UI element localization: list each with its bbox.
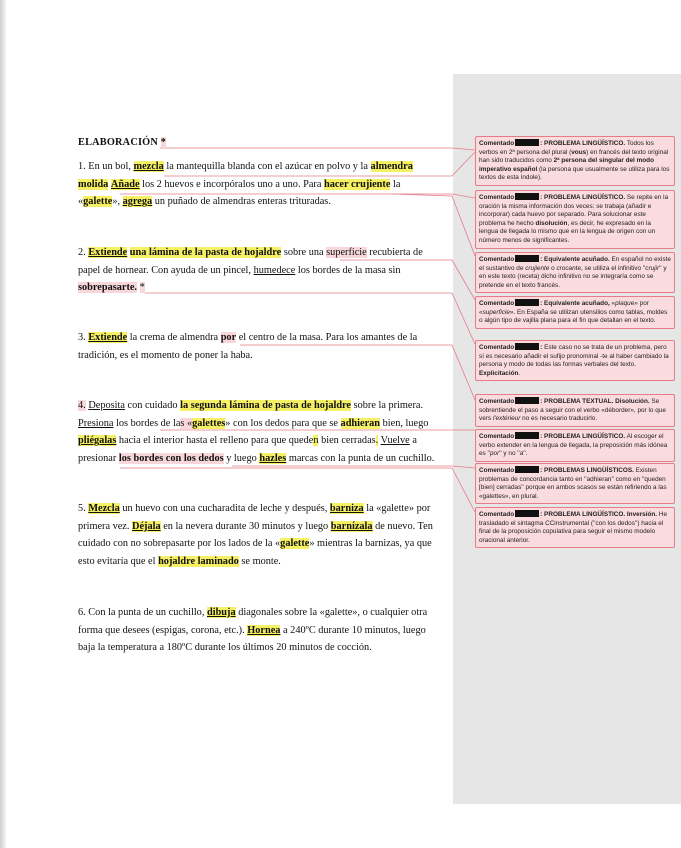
comment-5[interactable]	[475, 340, 675, 381]
verb-extiende[interactable]: Extiende	[88, 247, 128, 258]
step-5-text-f: se monte.	[241, 555, 281, 567]
comment-text: '' y no ''	[499, 450, 520, 458]
redacted-name	[515, 510, 539, 517]
step-4-text-h: a presionar	[78, 435, 417, 464]
comment-author: Comentado	[479, 467, 515, 474]
step-5-number: 5.	[78, 503, 86, 514]
verb-barniza[interactable]: barniza	[329, 503, 364, 514]
comment-marker[interactable]: *	[160, 137, 167, 148]
comment-title: : PROBLEMA LINGÜÍSTICO.	[540, 140, 626, 147]
step-2-text-b: recubierta de papel de hornear. Con ayuda de un pincel,	[78, 247, 423, 276]
comment-text: , se utiliza el infinitivo ''	[581, 264, 646, 272]
comment-title: :	[540, 344, 543, 351]
comment-text-italic: crujir	[645, 264, 660, 272]
step-5-text-d: de nuevo. Ten cuidado con no sobrepasarte por los lados de la «	[78, 520, 433, 550]
comment-text: Se sobrentiende el paso a seguir con el verbo «déborder», por lo que vers	[479, 398, 666, 423]
verb-hazles[interactable]: hazles	[259, 452, 287, 464]
comment-text-bold: 2ª persona del singular del modo imperativo español	[479, 157, 654, 173]
comment-3[interactable]	[475, 252, 675, 293]
comment-author: Comentado	[479, 300, 515, 307]
step-4-text-b: sobre la primera.	[353, 400, 424, 411]
step-5-text-e: » mientras la barnizas, ya que esto evitaría que el	[78, 538, 432, 567]
step-1-text-c: la «	[78, 178, 401, 208]
step-4-text-d: » con los dedos para que se	[225, 417, 338, 429]
step-4-text-e: bien, luego	[382, 417, 429, 429]
word-sobrepasarte[interactable]: sobrepasarte.	[78, 282, 138, 294]
comment-1[interactable]	[475, 136, 675, 186]
phrase-almendra-molida[interactable]: almendra molida	[78, 161, 413, 190]
comment-text: .	[518, 369, 521, 377]
verb-dibuja[interactable]: dibuja	[206, 607, 236, 618]
comment-9[interactable]	[475, 507, 675, 548]
step-4-text-f: hacia el interior hasta el relleno para que quede	[118, 435, 314, 447]
comment-author: Comentado	[479, 398, 515, 405]
redacted-name	[515, 255, 539, 262]
step-4-text-i: y luego	[226, 452, 257, 464]
comment-text: ''.	[523, 450, 528, 458]
word-por[interactable]: por	[220, 332, 237, 343]
step-4-number: 4.	[78, 400, 86, 411]
comment-4[interactable]	[475, 296, 675, 329]
step-1	[78, 158, 438, 211]
comment-text-italic: crocante	[556, 264, 581, 272]
redacted-name	[515, 343, 539, 350]
comment-text: ». En España se utilizan utensilios como tablas, moldes o algún tipo de vajilla plana para el fin que detallan en el texto.	[479, 308, 668, 325]
comment-text: Se repite en la oración la misma información dos veces: se trabaja (añadir e incorporar) cada huevo por separado. Para solucionar este problema he hecho	[479, 194, 669, 227]
verb-dejala[interactable]: Déjala	[132, 520, 161, 532]
comment-text: o	[551, 264, 555, 272]
step-6-text-a: 6. Con la punta de un cuchillo,	[78, 607, 205, 618]
redacted-name	[515, 466, 539, 473]
verb-humedece[interactable]: humedece	[253, 264, 296, 276]
phrase-hojaldre-laminado[interactable]: hojaldre laminado	[158, 555, 239, 567]
comment-text: Existen problemas de concordancia tanto en ''adhieran'' como en ''queden [bien] cerradas'' porque en ambos scasos se están refiriendo a las «galettes», en plural.	[479, 467, 667, 500]
verb-anade[interactable]: Añade	[110, 178, 140, 190]
step-5-text-a: un huevo con una cucharadita de leche y después,	[122, 503, 328, 514]
plural-s[interactable]: s «	[180, 417, 193, 429]
step-3-text-a: la crema de almendra	[129, 332, 219, 343]
verb-extiende-2[interactable]: Extiende	[88, 332, 128, 343]
phrase-segunda-lamina[interactable]: la segunda lámina de pasta de hojaldre	[180, 400, 352, 411]
comment-author: Comentado	[479, 511, 515, 518]
comment-7[interactable]	[475, 429, 675, 462]
comment-8[interactable]	[475, 463, 675, 504]
page-edge-shadow	[0, 0, 6, 848]
step-2	[78, 244, 438, 297]
comment-text: (la persona que usualmente se utiliza para los textos de esta índole).	[479, 165, 670, 182]
verb-barnizala[interactable]: barnízala	[330, 520, 373, 532]
comment-title: : PROBLEMAS LINGÜÍSTICOS.	[540, 467, 634, 474]
section-heading	[78, 134, 438, 152]
phrase-lamina-hojaldre[interactable]: una lámina de la pasta de hojaldre	[129, 247, 282, 258]
verb-deposita[interactable]: Deposita	[88, 400, 125, 411]
comment-text: ) en francés del texto original han sido traducidos como	[479, 148, 669, 165]
step-3-text-b: el centro de la masa. Para los amantes de la tradición, es el momento de poner la haba.	[78, 332, 418, 361]
verb-agrega[interactable]: agrega	[122, 196, 153, 208]
step-1-text-e: un puñado de almendras enteras trituradas.	[154, 196, 331, 208]
step-6	[78, 604, 438, 657]
step-5-text-c: en la nevera durante 30 minutos y luego	[163, 520, 329, 532]
comment-author: Comentado	[479, 140, 515, 147]
step-4-text-c: los bordes de la	[116, 417, 181, 429]
verb-mezcla[interactable]: mezcla	[133, 161, 164, 172]
heading-text: ELABORACIÓN	[78, 137, 159, 148]
comment-author: Comentado	[479, 256, 515, 263]
step-4-text-j: marcas con la punta de un cuchillo.	[288, 452, 435, 464]
comment-2[interactable]	[475, 190, 675, 249]
step-1-text-d: »,	[112, 196, 121, 208]
phrase-bordes-dedos[interactable]: los bordes con los dedos	[118, 452, 224, 464]
verb-vuelve[interactable]: Vuelve	[380, 435, 410, 447]
comment-title: : PROBLEMA LINGÜÍSTICO. Inversión.	[540, 511, 658, 518]
step-2-text-c: los bordes de la masa sin	[297, 264, 401, 276]
comment-text: Al escoger el verbo extender en la lengua de llegada, la preposición más idónea es ''	[479, 433, 668, 458]
word-galettes[interactable]: galettes	[192, 417, 226, 429]
redacted-name	[515, 193, 539, 200]
comment-title: : PROBLEMA LINGÜÍSTICO.	[540, 433, 626, 440]
step-1-text-b: los 2 huevos e incorpóralos uno a uno. Para	[142, 178, 322, 190]
word-adhieran[interactable]: adhieran	[340, 417, 381, 429]
comment-text-italic: «plaque»	[611, 300, 638, 307]
comment-text: Todos los verbos en 2ª persona del plural (	[479, 140, 654, 156]
comment-text-italic: crujiente	[525, 264, 550, 272]
word-superficie[interactable]: superficie	[326, 247, 367, 258]
comment-text-bold: Explicitación	[479, 369, 519, 377]
comment-text-bold: vous	[571, 148, 587, 156]
comment-title: : Equivalente acuñado.	[540, 256, 610, 263]
redacted-name	[515, 139, 539, 146]
step-2-number: 2.	[78, 247, 86, 258]
step-1-number: 1. En un bol,	[78, 161, 131, 172]
comment-title: : PROBLEMA LINGÜÍSTICO.	[540, 194, 626, 201]
word-galette-2[interactable]: galette	[280, 538, 310, 550]
verb-hornea[interactable]: Hornea	[247, 624, 281, 636]
comment-text: En español no existe el sustantivo de	[479, 256, 671, 272]
comment-marker-2[interactable]: *	[139, 282, 145, 294]
comment-text-italic: superficie	[482, 308, 510, 316]
step-1-text-a: la mantequilla blanda con el azúcar en polvo y la	[166, 161, 368, 172]
period-mark[interactable]: .	[375, 435, 379, 447]
letter-n[interactable]: n	[313, 435, 319, 447]
redacted-name	[515, 299, 539, 306]
step-6-text-c: a 240ºC durante 10 minutos, luego baja la temperatura a 180ºC durante los últimos 20 minutos de cocción.	[78, 624, 426, 654]
comment-text-italic: por	[489, 450, 500, 458]
verb-mezcla-2[interactable]: Mezcla	[88, 503, 120, 514]
comment-title: : Equivalente acuñado,	[540, 300, 610, 307]
comment-text-italic: a	[519, 450, 524, 458]
word-galette[interactable]: galette	[83, 196, 113, 208]
comment-text: no es necesario traducirlo.	[522, 415, 598, 423]
comment-author: Comentado	[479, 433, 515, 440]
phrase-hacer-crujiente[interactable]: hacer crujiente	[323, 178, 391, 190]
step-6-text-b: diagonales sobre la «galette», o cualquier otra forma que desees (espigas, corona, etc.).	[78, 607, 428, 636]
comment-6[interactable]	[475, 394, 675, 427]
step-5	[78, 500, 438, 570]
comment-text: Este caso no se trata de un problema, pero sí es necesario añadir el sufijo pronominal -te al haber cambiado la persona y modo de todas las formas verbales del texto.	[479, 344, 669, 369]
step-2-text-a: sobre una	[283, 247, 324, 258]
step-3	[78, 329, 438, 364]
redacted-name	[515, 432, 539, 439]
comment-text: He trasladado el sintagma CCinstrumental (''con los dedos'') hacia el final de la proposición copulativa para seguir el mismo modelo oracional anterior.	[479, 511, 668, 544]
step-4-text-a: con cuidado	[127, 400, 178, 411]
comment-text: , es decir, he expresado en la lengua de llegada lo mismo que en la lengua de origen con un número menos de significantes.	[479, 219, 656, 244]
step-4-text-g: bien cerradas	[321, 435, 376, 447]
step-3-number: 3.	[78, 332, 86, 343]
verb-presiona[interactable]: Presiona	[78, 417, 114, 429]
step-4	[78, 397, 438, 467]
comment-title: : PROBLEMA TEXTUAL. Disolución.	[540, 398, 650, 405]
comment-text-italic: l'extérieur	[492, 415, 521, 423]
comment-author: Comentado	[479, 194, 515, 201]
redacted-name	[515, 397, 539, 404]
verb-plieglas[interactable]: pliégalas	[78, 435, 117, 447]
step-5-text-b: la «galette» por primera vez.	[78, 503, 431, 532]
comment-text: '' y en este texto (receta) dicho infinitivo no se integraría como se pretende en el texto francés.	[479, 264, 667, 289]
comment-text-bold: disolución	[535, 219, 568, 227]
comment-text: por «	[479, 300, 649, 316]
comment-author: Comentado	[479, 344, 515, 351]
